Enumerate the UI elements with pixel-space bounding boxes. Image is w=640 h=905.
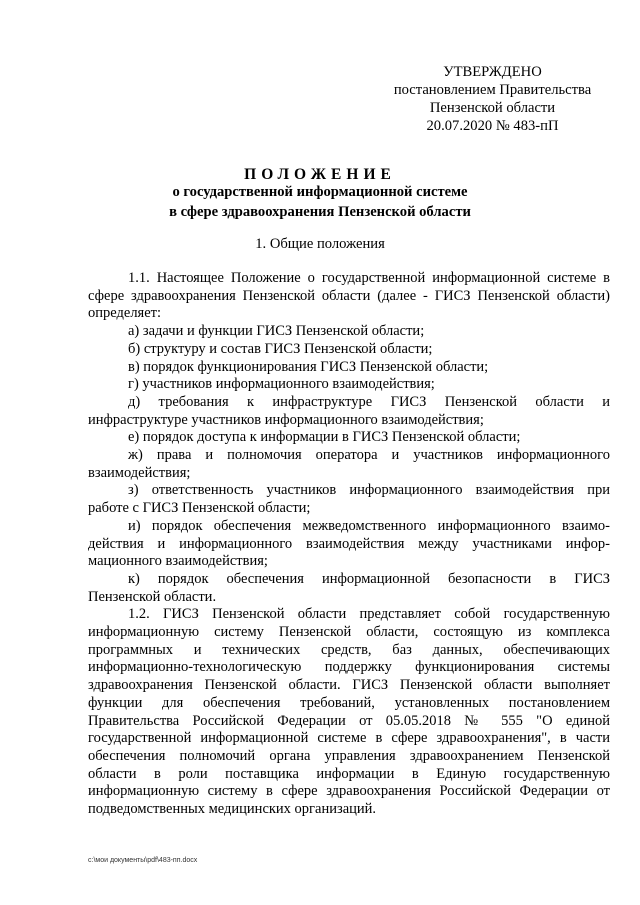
approval-line-decree: постановлением Правительства (393, 82, 592, 98)
body-line: подведомственных медицинских организаций. (88, 801, 377, 818)
body-line: 1.2. ГИСЗ Пензенской области представляет собой государственную (128, 606, 610, 623)
body-line: государственной информационной системе в сфере здравоохранения", в части (88, 730, 610, 747)
approval-line-date-number: 20.07.2020 № 483-пП (426, 118, 559, 134)
body-line: области в роли поставщика информации в Единую государственную (88, 765, 610, 782)
list-item: а) задачи и функции ГИСЗ Пензенской области; (128, 323, 425, 340)
list-item: д) требования к инфраструктуре ГИСЗ Пензенской области и (128, 393, 610, 410)
list-item: б) структуру и состав ГИСЗ Пензенской области; (128, 340, 433, 357)
list-item: ж) права и полномочия оператора и участников информационного (128, 447, 610, 464)
list-item: е) порядок доступа к информации в ГИСЗ Пензенской области; (128, 429, 521, 446)
body-line: обеспечения полномочий органа управления здравоохранением Пензенской (88, 747, 610, 764)
file-path-footer: c:\мои документы\pdf\483-пп.docx (88, 857, 198, 864)
list-item: г) участников информационного взаимодействия; (128, 376, 435, 393)
approval-line-region: Пензенской области (429, 100, 556, 116)
list-item-continuation: Пензенской области. (88, 588, 217, 605)
list-item-continuation: инфраструктуре участников информационного взаимодействия; (88, 411, 484, 428)
document-subtitle-line-1: о государственной информационной системе (172, 184, 468, 200)
list-item: з) ответственность участников информационного взаимодействия при (128, 482, 610, 499)
list-item-continuation: взаимодействия; (88, 464, 191, 481)
document-body (88, 270, 610, 819)
body-line: сфере здравоохранения Пензенской области (далее - ГИСЗ Пензенской области) (88, 287, 610, 304)
list-item-continuation: действия и информационного взаимодействия между участниками инфор- (88, 535, 610, 552)
section-heading: 1. Общие положения (255, 236, 385, 252)
document-heading: ПОЛОЖЕНИЕ (244, 166, 396, 183)
body-line: функции для обеспечения требований, установленных постановлением (88, 694, 610, 711)
approval-line-approved: УТВЕРЖДЕНО (443, 64, 542, 80)
approval-block (380, 63, 605, 135)
body-line: программных и технических средств, баз данных, обеспечивающих (88, 641, 610, 658)
body-line: информационно-технологическую поддержку функционирования системы (88, 659, 610, 676)
document-subtitle-line-2: в сфере здравоохранения Пензенской области (169, 204, 471, 220)
list-item-continuation: работе с ГИСЗ Пензенской области; (88, 500, 311, 517)
list-item: в) порядок функционирования ГИСЗ Пензенской области; (128, 358, 489, 375)
body-line: информационную систему в сфере здравоохранения Российской Федерации от (88, 783, 610, 800)
body-line: Правительства Российской Федерации от 05.05.2018 № 555 "О единой (88, 712, 610, 729)
list-item: и) порядок обеспечения межведомственного информационного взаимо- (128, 517, 610, 534)
list-item-continuation: мационного взаимодействия; (88, 553, 268, 570)
body-line: определяет: (88, 305, 162, 322)
body-line: информационную систему Пензенской области, состоящую из комплекса (88, 624, 610, 641)
body-line: здравоохранения Пензенской области. ГИСЗ Пензенской области выполняет (88, 677, 610, 694)
body-line: 1.1. Настоящее Положение о государственной информационной системе в (128, 270, 610, 286)
list-item: к) порядок обеспечения информационной безопасности в ГИСЗ (128, 570, 610, 587)
